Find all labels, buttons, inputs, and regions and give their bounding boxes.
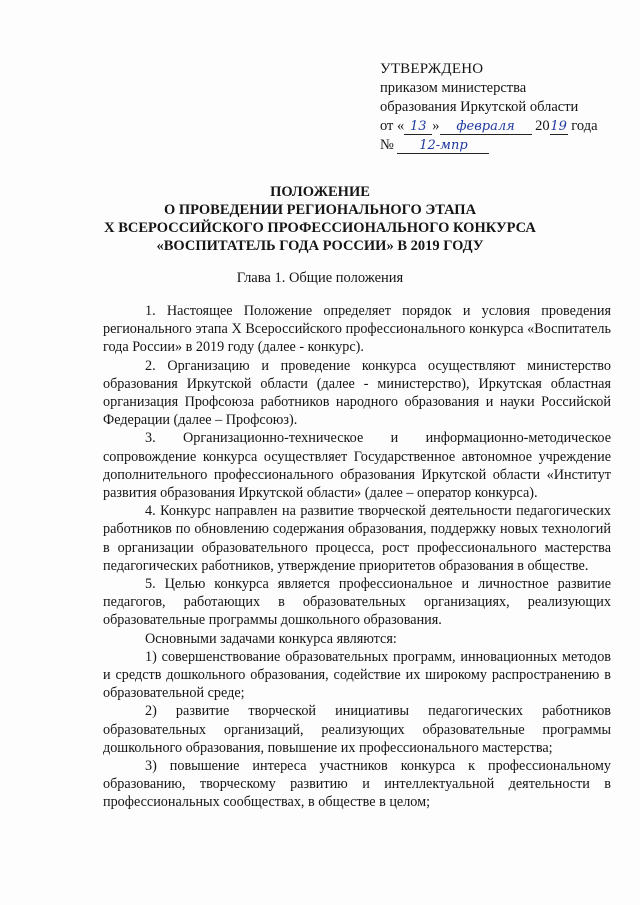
number-label: № — [380, 137, 394, 153]
approval-line-1: приказом министерства — [380, 80, 527, 96]
document-title — [0, 183, 640, 255]
paragraph: 2. Организацию и проведение конкурса осуществляют министерство образования Иркутской области (далее - министерство), Иркутская областная организация Профсоюза работников народного образования и науки Российской Федерации (далее – Профсоюз). — [103, 357, 611, 429]
title-line-1: ПОЛОЖЕНИЕ — [270, 184, 370, 200]
paragraph: 3. Организационно-техническое и информационно-методическое сопровождение конкурса осуществляет Государственное автономное учреждение дополнительного профессионального образования Иркутской области «Институт развития образования Иркутской области» (далее – оператор конкурса). — [103, 430, 611, 502]
title-line-2: О ПРОВЕДЕНИИ РЕГИОНАЛЬНОГО ЭТАПА — [163, 202, 477, 218]
title-line-4: «ВОСПИТАТЕЛЬ ГОДА РОССИИ» В 2019 ГОДУ — [156, 238, 484, 254]
approval-date-line — [380, 117, 630, 136]
date-quote-close: » — [432, 118, 440, 134]
handwritten-day: 13 — [404, 120, 432, 135]
year-prefix: 20 — [535, 118, 550, 134]
handwritten-order-number: 12-мпр — [397, 139, 489, 154]
paragraph: Основными задачами конкурса являются: — [145, 630, 397, 647]
approval-number-line — [380, 136, 630, 155]
paragraph: 4. Конкурс направлен на развитие творческой деятельности педагогических работников по обновлению содержания образования, поддержку новых технологий в организации образовательного процесса, рост профессионального мастерства педагогических работников, утверждение приоритетов образования в обществе. — [103, 503, 611, 574]
list-item: 3) повышение интереса участников конкурса к профессиональному образованию, творческому развитию и интеллектуальной деятельности в профессиональных сообществах, в обществе в целом; — [103, 758, 611, 811]
paragraph: 5. Целью конкурса является профессиональное и личностное развитие педагогов, работающих в образовательных организациях, реализующих образовательные программы дошкольного образования. — [103, 576, 611, 629]
title-line-3: X ВСЕРОССИЙСКОГО ПРОФЕССИОНАЛЬНОГО КОНКУРСА — [104, 220, 536, 236]
approval-block — [380, 60, 630, 155]
approval-title: УТВЕРЖДЕНО — [380, 61, 484, 77]
year-label: года — [567, 118, 598, 134]
handwritten-month: февраля — [440, 120, 532, 135]
list-item: 2) развитие творческой инициативы педагогических работников образовательных организаций, реализующих образовательные программы дошкольного образования, повышение их профессионального мастерства; — [103, 703, 611, 756]
chapter-heading: Глава 1. Общие положения — [236, 270, 404, 286]
date-from-label: от « — [380, 118, 405, 134]
handwritten-year: 19 — [550, 119, 567, 134]
paragraph: 1. Настоящее Положение определяет порядок и условия проведения регионального этапа X Всероссийского профессионального конкурса «Воспитатель года России» в 2019 году (далее - конкурс). — [103, 303, 611, 356]
approval-line-2: образования Иркутской области — [380, 99, 579, 115]
body-text — [103, 302, 611, 812]
list-item: 1) совершенствование образовательных программ, инновационных методов и средств дошкольного образования, содействие их широкому распространению в образовательной среде; — [103, 648, 611, 702]
